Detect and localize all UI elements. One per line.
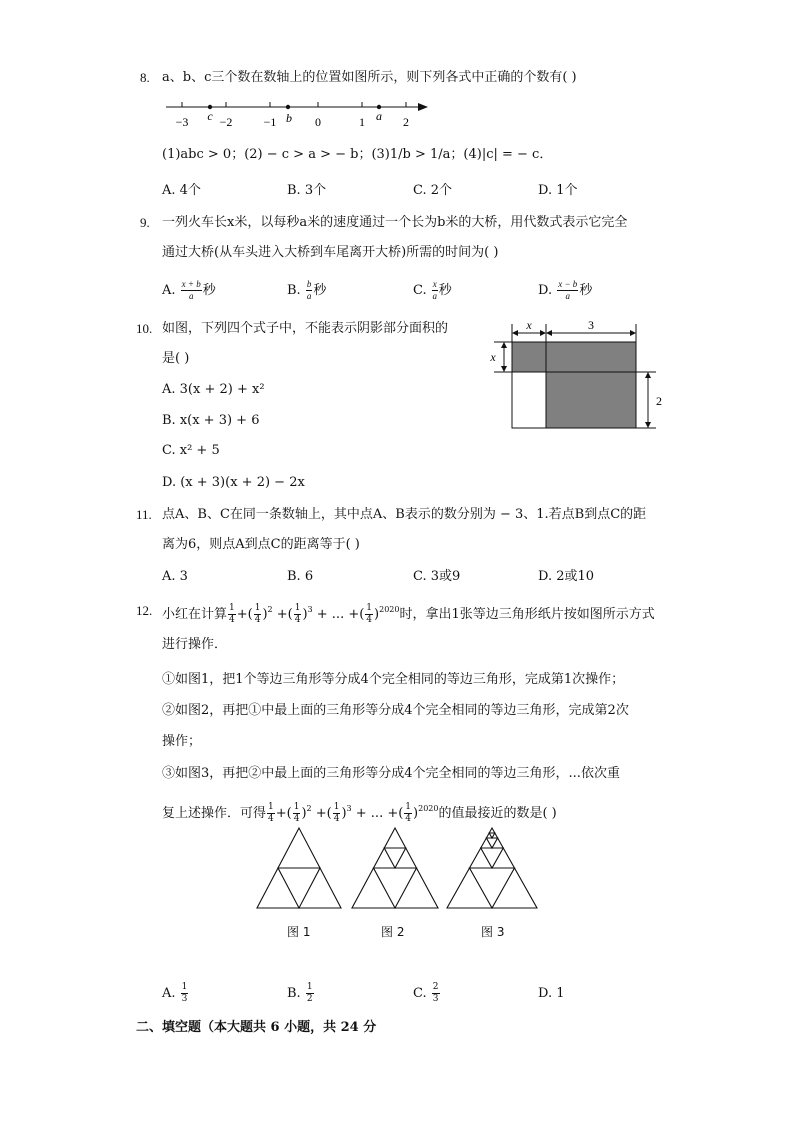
q8-option-c[interactable]: C. 2个 [413, 183, 453, 198]
option-label: A. [162, 283, 176, 298]
fraction: $\frac{x}{a}$ [432, 279, 438, 301]
point-label-b: b [286, 111, 292, 125]
q12-option-a[interactable]: A. $\frac{1}{3}$ [162, 982, 188, 1004]
fraction: $\frac{1}{4}$ [229, 603, 235, 625]
q12-step2b: 操作； [162, 734, 202, 749]
q12-stem-line2: 进行操作． [162, 637, 228, 652]
figure-caption-1: 图 1 [287, 925, 311, 939]
option-label: C. [413, 283, 427, 298]
q9-option-a[interactable]: A. $\frac{x + b}{a}$ 秒 [162, 279, 216, 301]
fraction: $\frac{x - b}{a}$ [558, 279, 578, 301]
q11-option-d[interactable]: D. 2或10 [538, 569, 595, 584]
q12-last-line: 复上述操作．可得 $\frac{1}{4}$ +( $\frac{1}{4}$ )$^2$ +( $\frac{1}{4}$ )$^3$ + ... +( $\frac{1}{4}$ )$^{2020}$的值最接近的数是( ) [162, 802, 557, 824]
q9-option-c[interactable]: C. $\frac{x}{a}$ 秒 [413, 279, 452, 301]
q12-stem-line1: 小红在计算 $\frac{1}{4}$ +( $\frac{1}{4}$ )$^2$ +( $\frac{1}{4}$ )$^3$ + ... +( $\frac{1}{4}$ )$^{2020}$时，拿出1张等边三角形纸片按如图所示方式 [162, 603, 655, 625]
q9-option-b[interactable]: B. $\frac{b}{a}$ 秒 [287, 279, 327, 301]
q12-step2a: ②如图2，再把①中最上面的三角形等分成4个完全相同的等边三角形，完成第2次 [162, 703, 629, 718]
label-top-3: 3 [588, 318, 594, 332]
fraction: $\frac{1}{4}$ [254, 603, 261, 625]
q11-stem-line2: 离为6，则点A到点C的距离等于( ) [162, 537, 360, 552]
q10-option-b[interactable]: B. x(x + 3) + 6 [162, 413, 260, 428]
q9-number: 9. [140, 215, 150, 230]
q9-option-d[interactable]: D. $\frac{x - b}{a}$ 秒 [538, 279, 593, 301]
point-label-a: a [376, 109, 382, 123]
q8-option-b[interactable]: B. 3个 [287, 183, 327, 198]
fraction: $\frac{1}{4}$ [268, 802, 274, 824]
label-left-x: x [490, 350, 496, 364]
section-heading-fill-in: 二、填空题（本大题共 6 小题，共 24 分 [136, 1020, 377, 1035]
q12-option-c[interactable]: C. $\frac{2}{3}$ [413, 982, 439, 1004]
fraction: $\frac{1}{4}$ [405, 802, 412, 824]
q10-option-d[interactable]: D. (x + 3)(x + 2) − 2x [162, 475, 305, 490]
tick-label: 2 [403, 115, 409, 129]
q8-statements: (1)abc > 0；(2) − c > a > − b；(3)1/b > 1/a；(4)|c| = − c． [162, 147, 553, 162]
q12-option-b[interactable]: B. $\frac{1}{2}$ [287, 982, 313, 1004]
q9-stem-line1: 一列火车长x米，以每秒a米的速度通过一个长为b米的大桥，用代数式表示它完全 [162, 215, 628, 230]
tick-label: 0 [315, 115, 321, 129]
fraction: $\frac{1}{4}$ [333, 802, 340, 824]
q12-number: 12. [136, 603, 153, 618]
q12-step3: ③如图3，再把②中最上面的三角形等分成4个完全相同的等边三角形，...依次重 [162, 766, 620, 781]
fraction: $\frac{1}{4}$ [366, 603, 373, 625]
figure-caption-2: 图 2 [381, 925, 405, 939]
q10-option-a[interactable]: A. 3(x + 2) + x² [162, 382, 265, 397]
q8-stem: a、b、c三个数在数轴上的位置如图所示，则下列各式中正确的个数有( ) [162, 70, 577, 85]
tick-label: −2 [219, 115, 233, 129]
q12-triangle-figures [255, 826, 545, 912]
q11-option-c[interactable]: C. 3或9 [413, 569, 461, 584]
q12-option-d[interactable]: D. 1 [538, 986, 565, 1001]
q10-stem-line2: 是( ) [162, 351, 190, 366]
fraction: $\frac{1}{4}$ [294, 603, 301, 625]
q8-option-d[interactable]: D. 1个 [538, 183, 578, 198]
point-label-c: c [207, 109, 213, 123]
fraction: $\frac{2}{3}$ [432, 982, 439, 1004]
q8-number: 8. [140, 70, 150, 85]
q9-stem-line2: 通过大桥(从车头进入大桥到车尾离开大桥)所需的时间为( ) [162, 245, 499, 260]
q11-number: 11. [136, 507, 152, 522]
option-label: D. [538, 283, 553, 298]
fraction: $\frac{b}{a}$ [306, 279, 312, 301]
q10-option-c[interactable]: C. x² + 5 [162, 443, 220, 458]
q8-number-line [160, 96, 440, 130]
fraction: $\frac{1}{2}$ [306, 982, 313, 1004]
label-right-2: 2 [656, 394, 662, 408]
fraction: $\frac{1}{4}$ [293, 802, 300, 824]
q11-option-a[interactable]: A. 3 [162, 569, 188, 584]
tick-label: 1 [359, 115, 365, 129]
q11-stem-line1: 点A、B、C在同一条数轴上，其中点A、B表示的数分别为 − 3、1.若点B到点C的距 [162, 507, 647, 522]
fraction: $\frac{1}{3}$ [181, 982, 188, 1004]
q12-step1: ①如图1，把1个等边三角形等分成4个完全相同的等边三角形，完成第1次操作； [162, 672, 625, 687]
q10-area-figure [484, 318, 664, 434]
q10-stem-line1: 如图，下列四个式子中，不能表示阴影部分面积的 [162, 321, 449, 336]
q8-option-a[interactable]: A. 4个 [162, 183, 201, 198]
option-label: B. [287, 283, 301, 298]
q11-option-b[interactable]: B. 6 [287, 569, 314, 584]
figure-caption-3: 图 3 [481, 925, 505, 939]
tick-label: −1 [263, 115, 277, 129]
tick-label: −3 [175, 115, 189, 129]
q10-number: 10. [136, 321, 153, 336]
label-top-x: x [526, 318, 532, 332]
fraction: $\frac{x + b}{a}$ [181, 279, 201, 301]
